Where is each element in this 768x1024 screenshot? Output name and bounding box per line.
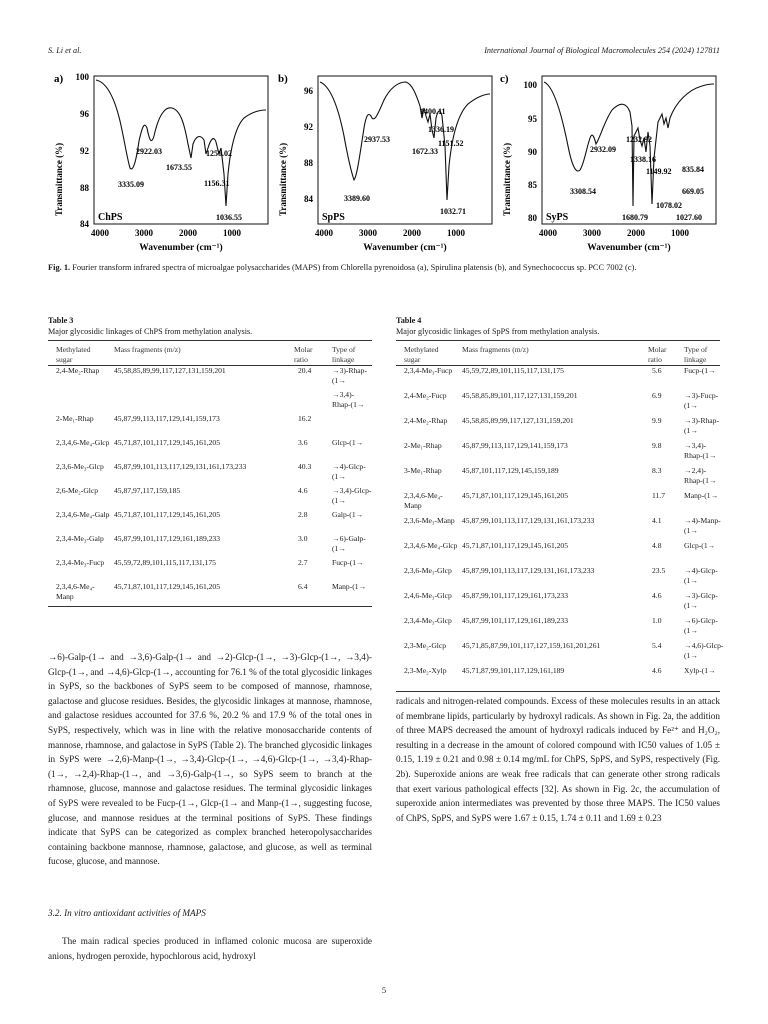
- table-row: [48, 582, 372, 606]
- cell-ratio: 3.0: [298, 534, 308, 544]
- cell-sugar: 2,4,6-Me₃-Glcp: [404, 591, 452, 601]
- cell-ratio: 8.3: [652, 466, 662, 476]
- col-header: Mass fragments (m/z): [114, 345, 181, 355]
- y-axis-label: Transmittance (%): [278, 142, 288, 216]
- table-3: [48, 316, 372, 626]
- peak-label: 3335.09: [118, 180, 144, 189]
- table-row: [396, 366, 720, 391]
- ftir-panel-a: [48, 66, 272, 266]
- cell-sugar: 2,6-Me₂-Glcp: [56, 486, 99, 496]
- cell-type: →4)-Glcp-(1→: [332, 462, 366, 481]
- cell-type: Manp-(1→: [684, 491, 719, 501]
- cell-mass: 45,58,85,89,101,117,127,131,159,201: [462, 391, 578, 401]
- cell-mass: 45,87,99,101,117,129,161,189,233: [462, 616, 569, 626]
- y-tick: 90: [528, 147, 537, 157]
- y-tick: 88: [304, 158, 313, 168]
- sample-label: SyPS: [546, 212, 569, 223]
- peak-label: 1078.02: [656, 201, 682, 210]
- cell-mass: 45,87,97,117,159,185: [114, 486, 181, 496]
- x-tick: 4000: [91, 228, 109, 238]
- cell-type: Galp-(1→: [332, 510, 364, 520]
- cell-ratio: 9.8: [652, 441, 662, 451]
- table-row: [396, 616, 720, 641]
- table-label: Table 3: [48, 316, 74, 325]
- running-header-journal: International Journal of Biological Macromolecules 254 (2024) 127811: [484, 46, 720, 55]
- cell-ratio: 2.8: [298, 510, 308, 520]
- cell-mass: 45,59,72,89,101,115,117,131,175: [114, 558, 216, 568]
- x-axis-label: Wavenumber (cm⁻¹): [363, 243, 447, 253]
- peak-label: 3308.54: [570, 187, 596, 196]
- col-header: Methylated sugar: [56, 345, 91, 364]
- table-row: [396, 641, 724, 666]
- table-body: [396, 366, 724, 691]
- table-row: [48, 390, 372, 414]
- x-tick: 3000: [135, 228, 153, 238]
- cell-ratio: 11.7: [652, 491, 666, 501]
- y-tick: 85: [528, 180, 537, 190]
- table-bottom-rule: [396, 691, 720, 692]
- figure-1: [48, 66, 720, 266]
- cell-ratio: 4.1: [652, 516, 662, 526]
- cell-mass: 45,71,87,101,117,129,145,161,205: [114, 510, 221, 520]
- cell-ratio: 4.6: [652, 591, 662, 601]
- table-row: [48, 366, 372, 390]
- y-tick: 96: [80, 109, 89, 119]
- cell-mass: 45,71,87,101,117,129,145,161,205: [462, 491, 569, 501]
- peak-label: 1151.52: [438, 139, 464, 148]
- cell-type: →3)-Fucp-(1→: [684, 391, 719, 410]
- cell-ratio: 2.7: [298, 558, 308, 568]
- ftir-panel-c: [496, 66, 720, 266]
- paragraph-text: The main radical species produced in inflamed colonic mucosa are superoxide anions, hydrogen peroxide, hypochlorous acid, hydroxyl: [48, 936, 372, 961]
- panel-letter: b): [278, 73, 288, 85]
- y-tick: 96: [304, 86, 313, 96]
- cell-type: →6)-Galp-(1→: [332, 534, 366, 553]
- table-row: [48, 558, 372, 582]
- spectrum-line: [320, 82, 490, 200]
- x-tick: 4000: [315, 228, 333, 238]
- cell-type: Glcp-(1→: [332, 438, 364, 448]
- table-header-row: [48, 341, 372, 363]
- table-row: [48, 510, 372, 534]
- cell-sugar: 2,3,6-Me₃-Glcp: [56, 462, 104, 472]
- table-row: [396, 591, 720, 616]
- peak-label: 1338.16: [630, 155, 656, 164]
- y-tick: 100: [75, 72, 89, 82]
- table-row: [396, 491, 720, 516]
- table-row: [396, 541, 720, 566]
- cell-mass: 45,71,87,101,117,129,145,161,205: [114, 582, 221, 592]
- x-tick: 2000: [627, 228, 645, 238]
- y-tick: 84: [80, 219, 89, 229]
- col-header: Molar ratio: [294, 345, 313, 364]
- table-bottom-rule: [48, 606, 372, 607]
- peak-label: 669.05: [682, 187, 704, 196]
- cell-type: →3,4)-Rhap-(1→: [332, 390, 365, 409]
- table-row: [396, 466, 720, 491]
- peak-label: 1673.55: [166, 163, 192, 172]
- cell-sugar: 2,3,4,6-Me₄-Glcp: [404, 541, 458, 551]
- cell-ratio: 6.4: [298, 582, 308, 592]
- cell-ratio: 4.6: [652, 666, 662, 676]
- cell-mass: 45,87,99,101,117,129,161,173,233: [462, 591, 569, 601]
- cell-sugar: 2,3,4-Me₃-Fucp: [56, 558, 105, 568]
- x-tick: 1000: [223, 228, 241, 238]
- cell-mass: 45,87,99,101,113,117,129,131,161,173,233: [114, 462, 247, 472]
- cell-ratio: 40.3: [298, 462, 312, 472]
- table-row: [48, 438, 372, 462]
- peak-label: 1156.31: [204, 179, 230, 188]
- table-header-row: [396, 341, 720, 363]
- page-number: 5: [381, 985, 387, 995]
- table-body: [48, 366, 372, 606]
- figure-caption-text: Fourier transform infrared spectra of microalgae polysaccharides (MAPS) from Chlorella pyrenoidosa (a), Spirulina platensis (b), and Synechococcus sp. PCC 7002 (c).: [72, 263, 637, 272]
- cell-sugar: 2,3,4-Me₃-Galp: [56, 534, 104, 544]
- cell-ratio: 23.5: [652, 566, 666, 576]
- sample-label: SpPS: [322, 212, 345, 223]
- y-tick: 92: [304, 122, 313, 132]
- x-tick: 2000: [403, 228, 421, 238]
- x-tick: 1000: [447, 228, 465, 238]
- table-row: [48, 414, 372, 438]
- cell-sugar: 2-Me₁-Rhap: [56, 414, 94, 424]
- cell-type: Xylp-(1→: [684, 666, 716, 676]
- cell-sugar: 2-Me₁-Rhap: [404, 441, 442, 451]
- peak-label: 835.84: [682, 165, 704, 174]
- panel-letter: c): [500, 73, 509, 85]
- cell-type: →6)-Glcp-(1→: [684, 616, 718, 635]
- figure-caption-label: Fig. 1.: [48, 263, 71, 272]
- cell-ratio: 9.9: [652, 416, 662, 426]
- cell-sugar: 2,3,4-Me₃-Fucp: [404, 366, 453, 376]
- cell-sugar: 2,3-Me₂-Glcp: [404, 641, 447, 651]
- peak-label: 1680.79: [622, 213, 648, 222]
- x-tick: 1000: [671, 228, 689, 238]
- table-row: [48, 534, 372, 558]
- cell-mass: 45,58,85,89,99,117,127,131,159,201: [114, 366, 226, 376]
- cell-mass: 45,87,99,101,113,117,129,131,161,173,233: [462, 516, 595, 526]
- cell-sugar: 2,3,6-Me₃-Glcp: [404, 566, 452, 576]
- col-header: Type of linkage: [332, 345, 356, 364]
- peak-label: 3389.60: [344, 194, 370, 203]
- cell-mass: 45,87,99,113,117,129,141,159,173: [462, 441, 568, 451]
- cell-sugar: 3-Me₁-Rhap: [404, 466, 442, 476]
- cell-ratio: 4.6: [298, 486, 308, 496]
- y-tick: 92: [80, 146, 89, 156]
- cell-sugar: 2,3,4,6-Me₄-Manp: [56, 582, 95, 601]
- cell-sugar: 2,4-Me₂-Rhap: [404, 416, 448, 426]
- cell-sugar: 2,3,4-Me₃-Glcp: [404, 616, 452, 626]
- cell-type: Glcp-(1→: [684, 541, 716, 551]
- running-header-authors: S. Li et al.: [48, 46, 82, 55]
- y-tick: 95: [528, 114, 537, 124]
- peak-label: 2932.09: [590, 145, 616, 154]
- cell-type: →3,4)-Glcp-(1→: [332, 486, 372, 505]
- y-tick: 80: [528, 213, 537, 223]
- table-4: [396, 316, 724, 676]
- x-tick: 3000: [359, 228, 377, 238]
- body-paragraph-left-2: [48, 934, 372, 963]
- cell-type: →3)-Glcp-(1→: [684, 591, 718, 610]
- x-tick: 4000: [539, 228, 557, 238]
- cell-mass: 45,71,87,101,117,129,145,161,205: [462, 541, 569, 551]
- sample-label: ChPS: [98, 212, 123, 223]
- y-tick: 84: [304, 194, 313, 204]
- x-tick: 3000: [583, 228, 601, 238]
- peak-label: 1256.02: [206, 149, 232, 158]
- table-row: [396, 391, 720, 416]
- peak-label: 1400.11: [420, 107, 446, 116]
- cell-sugar: 2,3,6-Me₃-Manp: [404, 516, 455, 526]
- col-header: Methylated sugar: [404, 345, 439, 364]
- col-header: Mass fragments (m/z): [462, 345, 529, 355]
- table-row: [396, 516, 720, 541]
- table-row: [396, 566, 720, 591]
- cell-type: →4,6)-Glcp-(1→: [684, 641, 724, 660]
- cell-type: Manp-(1→: [332, 582, 367, 592]
- cell-mass: 45,58,85,89,99,117,127,131,159,201: [462, 416, 574, 426]
- y-axis-label: Transmittance (%): [54, 142, 64, 216]
- table-row: [48, 486, 372, 510]
- peak-label: 1027.60: [676, 213, 702, 222]
- cell-type: Fucp-(1→: [332, 558, 364, 568]
- peak-label: 1149.92: [646, 167, 672, 176]
- cell-mass: 45,87,101,117,129,145,159,189: [462, 466, 559, 476]
- peak-label: 1232.92: [626, 135, 652, 144]
- cell-type: →2,4)-Rhap-(1→: [684, 466, 717, 485]
- peak-label: 2922.03: [136, 147, 162, 156]
- col-header: Type of linkage: [684, 345, 708, 364]
- section-heading: 3.2. In vitro antioxidant activities of MAPS: [48, 908, 206, 918]
- cell-mass: 45,71,85,87,99,101,117,127,159,161,201,261: [462, 641, 601, 651]
- y-axis-label: Transmittance (%): [502, 142, 512, 216]
- cell-mass: 45,59,72,89,101,115,117,131,175: [462, 366, 564, 376]
- table-row: [396, 441, 720, 466]
- x-axis-label: Wavenumber (cm⁻¹): [587, 243, 671, 253]
- peak-label: 1336.19: [428, 125, 454, 134]
- table-row: [396, 666, 720, 691]
- table-row: [48, 462, 372, 486]
- table-title: Major glycosidic linkages of ChPS from methylation analysis.: [48, 326, 253, 336]
- ftir-panel-b: [272, 66, 496, 266]
- cell-ratio: 20.4: [298, 366, 312, 376]
- x-tick: 2000: [179, 228, 197, 238]
- body-paragraph-right: radicals and nitrogen-related compounds. Excess of these molecules results in an attack of membrane lipids, particularly by hydroxyl radicals. As shown in Fig. 2a, the addition of three MAPS decreased the amount of hydroxyl radicals induced by Fe²⁺ and H₂O₂, resulting in a decrease in the amount of colored compound with IC50 values of 1.05 ± 0.15, 1.19 ± 0.21 and 0.98 ± 0.14 mg/mL for ChPS, SpPS, and SyPS, respectively (Fig. 2b). Superoxide anions are weak free radicals that can generate other strong radicals that exert various pathological effects [32]. As shown in Fig. 2c, the accumulation of superoxide anion intermediates was prevented by those three MAPS. The IC50 values of ChPS, SpPS, and SyPS were 1.67 ± 0.15, 1.74 ± 0.11 and 1.69 ± 0.23: [396, 696, 720, 823]
- cell-mass: 45,87,99,101,113,117,129,131,161,173,233: [462, 566, 595, 576]
- peak-label: 1036.55: [216, 213, 242, 222]
- cell-sugar: 2,4-Me₂-Rhap: [56, 366, 100, 376]
- cell-type: →3)-Rhap-(1→: [684, 416, 720, 435]
- peak-label: 2937.53: [364, 135, 390, 144]
- cell-ratio: 4.8: [652, 541, 662, 551]
- cell-ratio: 5.4: [652, 641, 662, 651]
- cell-type: →4)-Manp-(1→: [684, 516, 721, 535]
- cell-mass: 45,87,99,101,117,129,161,189,233: [114, 534, 221, 544]
- cell-type: →3)-Rhap-(1→: [332, 366, 368, 385]
- col-header: Molar ratio: [648, 345, 667, 364]
- peak-label: 1672.33: [412, 147, 438, 156]
- cell-ratio: 3.6: [298, 438, 308, 448]
- peak-label: 1032.71: [440, 207, 466, 216]
- cell-type: Fucp-(1→: [684, 366, 716, 376]
- panel-letter: a): [54, 73, 64, 85]
- x-axis-label: Wavenumber (cm⁻¹): [139, 243, 223, 253]
- table-row: [396, 416, 720, 441]
- cell-ratio: 1.0: [652, 616, 662, 626]
- cell-sugar: 2,3,4,6-Me₄-Galp: [56, 510, 110, 520]
- cell-sugar: 2,3-Me₂-Xylp: [404, 666, 447, 676]
- cell-mass: 45,87,99,113,117,129,141,159,173: [114, 414, 220, 424]
- cell-ratio: 16.2: [298, 414, 312, 424]
- body-paragraph-left: →6)-Galp-(1→ and →3,6)-Galp-(1→ and →2)-Glcp-(1→, →3)-Glcp-(1→, →3,4)-Glcp-(1→, and →4,6)-Glcp-(1→, accounting for 76.1 % of the total glycosidic linkages in SyPS, so the backbones of SyPS seem to be composed of mannose, rhamnose, galactose and glucose residues. Besides, the glycosidic linkages at mannose, rhamnose, and galactose residues accounted for 37.6 %, 20.2 % and 17.9 % of the total ones in SyPS, respectively, which was in line with the relative monosaccharide contents of mannose, rhamnose, and galactose in SyPS (Table 2). The branched glycosidic linkages in SyPS were →2,6)-Manp-(1→, →3,4)-Glcp-(1→, →4,6)-Glcp-(1→, →3,4)-Rhap-(1→, →2,4)-Rhap-(1→, and →3,6)-Galp-(1→, so SyPS seem to branch at the rhamnose, glucose, mannose and galactose residues. The terminal glycosidic linkages of SyPS were revealed to be Fucp-(1→, Glcp-(1→ and Manp-(1→, suggesting fucose, glucose, and mannose residues at the terminal positions of SyPS. These findings indicate that SyPS can be categorized as complex branched heteropolysaccharides containing backbone mannose, rhamnose, galactose, and glucose, as well as terminal fucose, glucose, and mannose.: [48, 652, 372, 867]
- cell-mass: 45,71,87,99,101,117,129,161,189: [462, 666, 565, 676]
- y-tick: 100: [523, 80, 537, 90]
- y-tick: 88: [80, 183, 89, 193]
- cell-ratio: 5.6: [652, 366, 662, 376]
- cell-mass: 45,71,87,101,117,129,145,161,205: [114, 438, 221, 448]
- cell-sugar: 2,3,4,6-Me₄-Glcp: [56, 438, 110, 448]
- cell-ratio: 6.9: [652, 391, 662, 401]
- figure-caption: [48, 262, 720, 274]
- cell-type: →4)-Glcp-(1→: [684, 566, 718, 585]
- cell-sugar: 2,4-Me₂-Fucp: [404, 391, 447, 401]
- table-title: Major glycosidic linkages of SpPS from methylation analysis.: [396, 326, 600, 336]
- cell-sugar: 2,3,4,6-Me₄-Manp: [404, 491, 443, 510]
- table-label: Table 4: [396, 316, 422, 325]
- cell-type: →3,4)-Rhap-(1→: [684, 441, 717, 460]
